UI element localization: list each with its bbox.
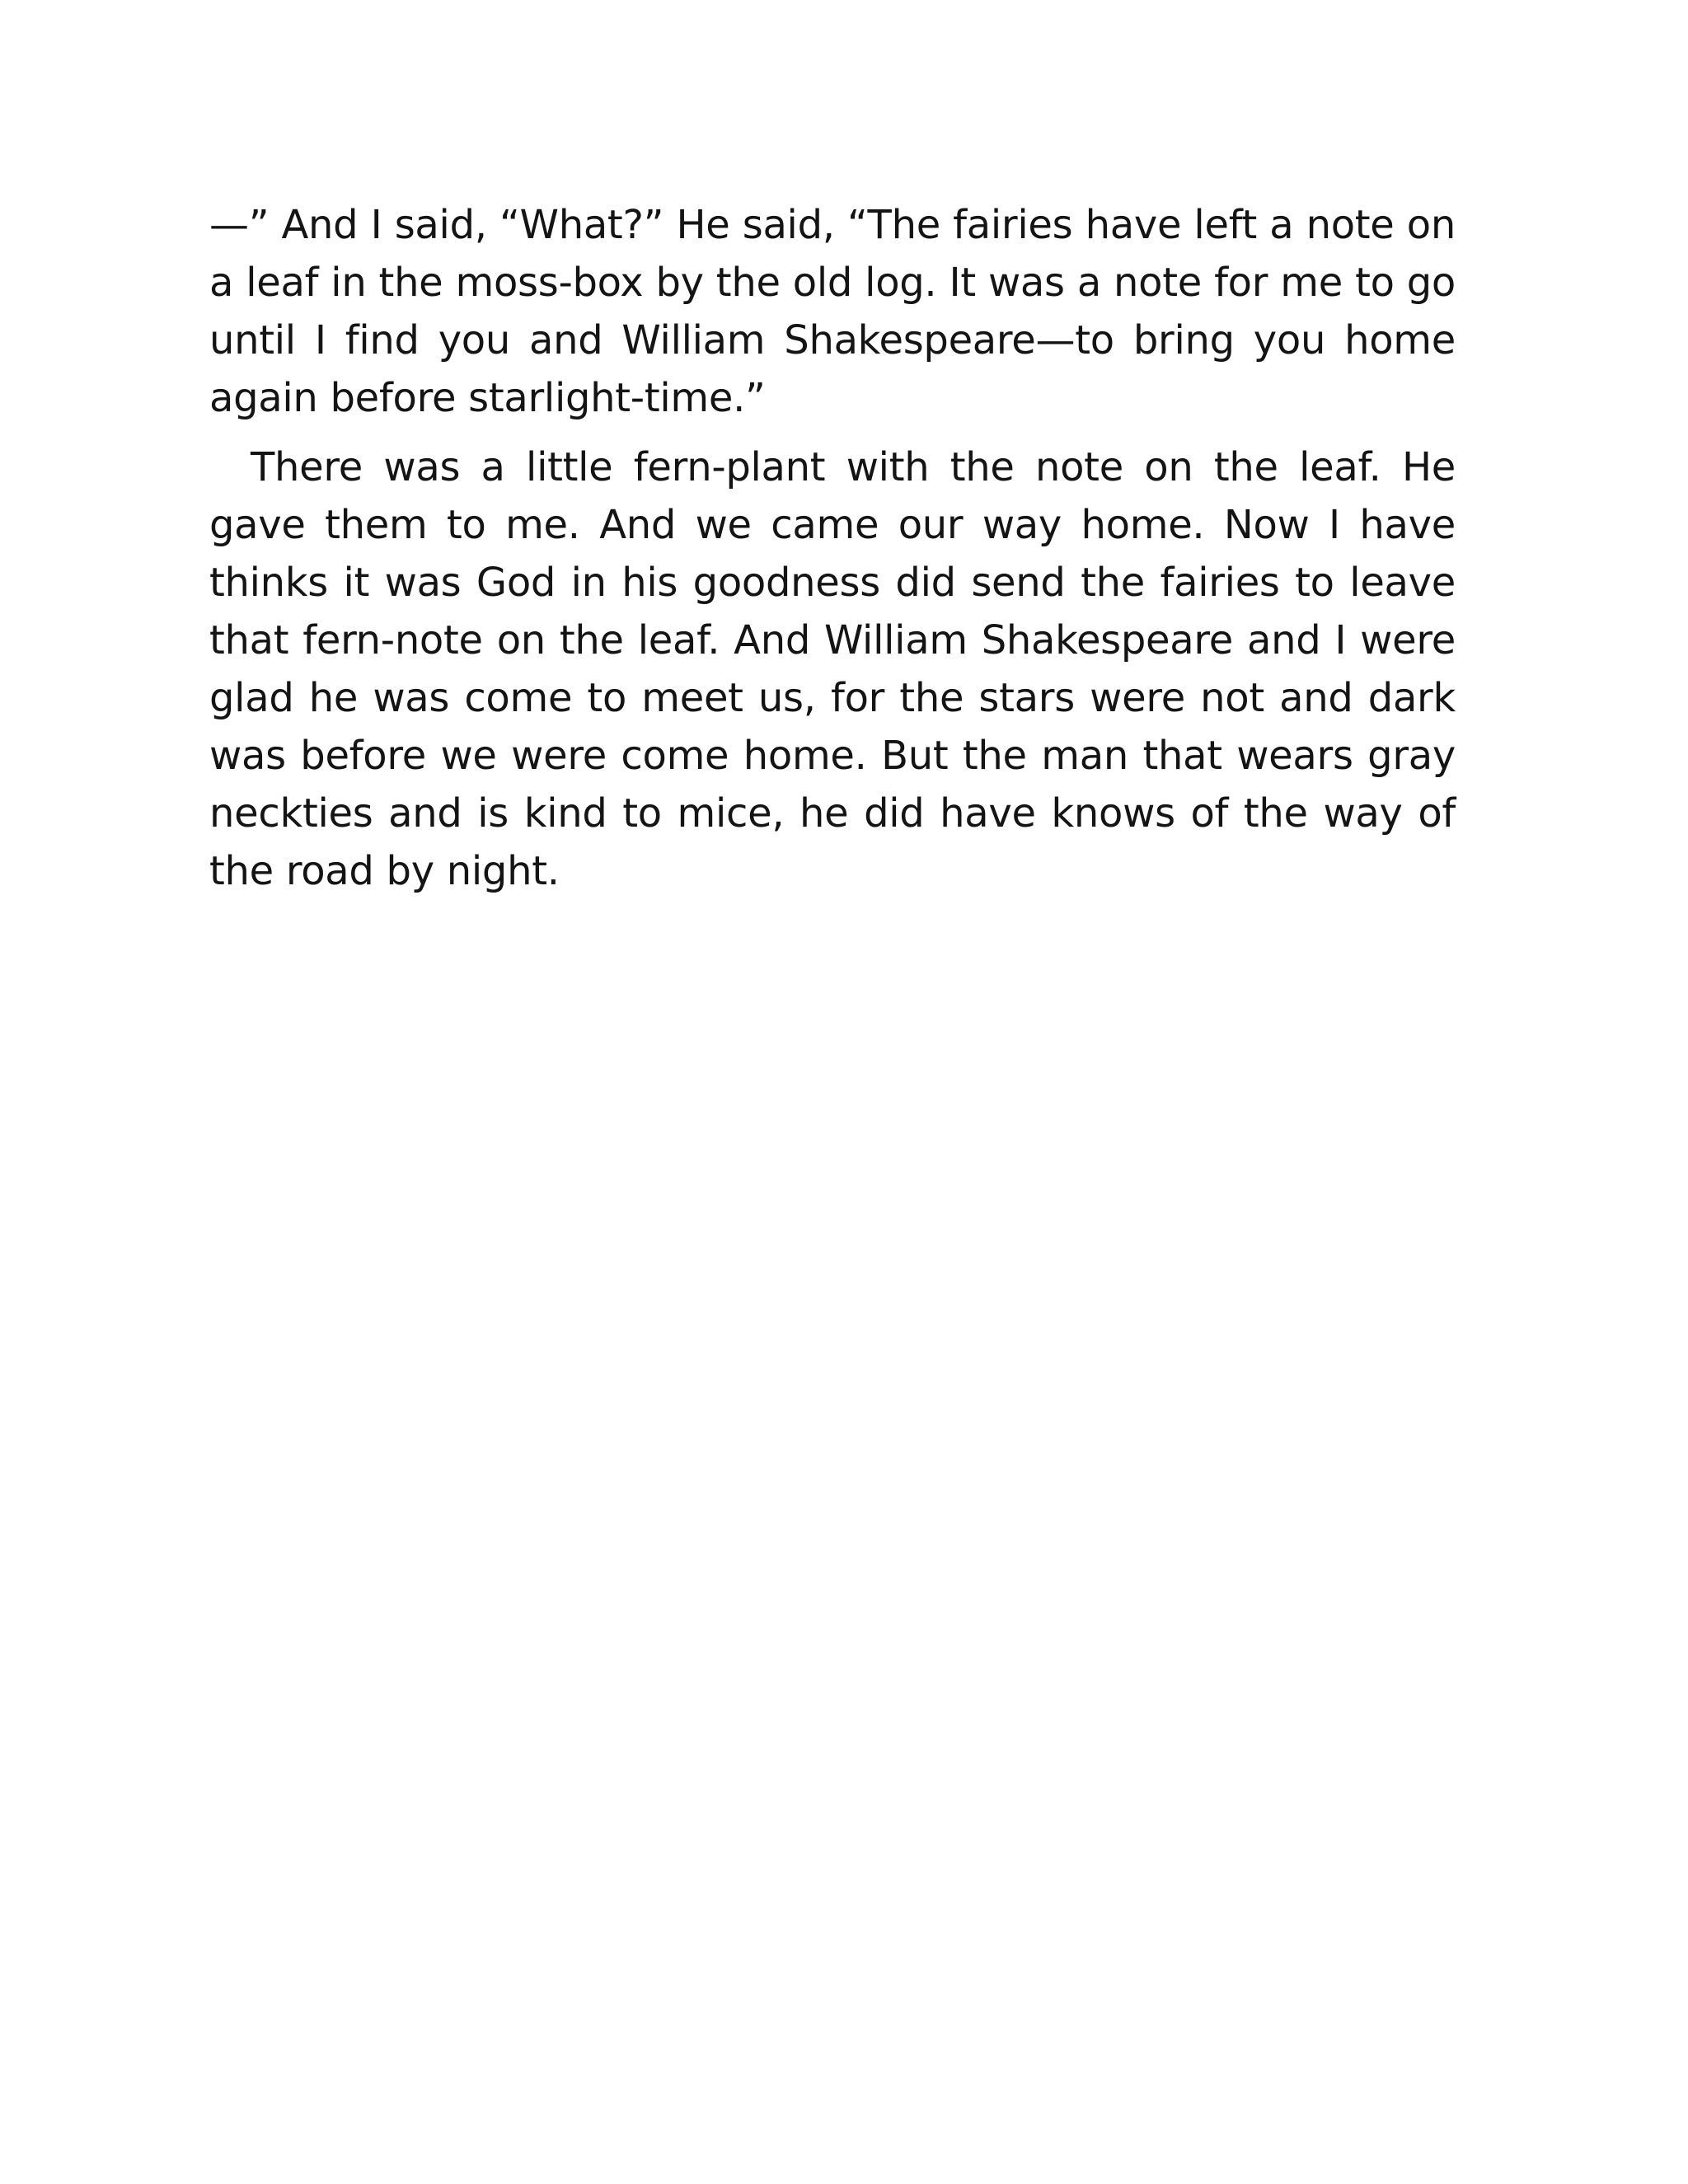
paragraph-continuation: —” And I said, “What?” He said, “The fairies have left a note on a leaf in the moss-box by the old log. It was a note for me to go until I find you and William Shakespeare—to bring you home again before starlight-time.”: [209, 202, 1456, 421]
body-text: [209, 196, 1456, 912]
paragraph-fern-note: There was a little fern-plant with the note on the leaf. He gave them to me. And we came our way home. Now I have thinks it was God in his goodness did send the fairies to leave that fern-note on the leaf. And William Shakespeare and I were glad he was come to meet us, for the stars were not and dark was before we were come home. But the man that wears gray neckties and is kind to mice, he did have knows of the way of the road by night.: [209, 444, 1456, 894]
